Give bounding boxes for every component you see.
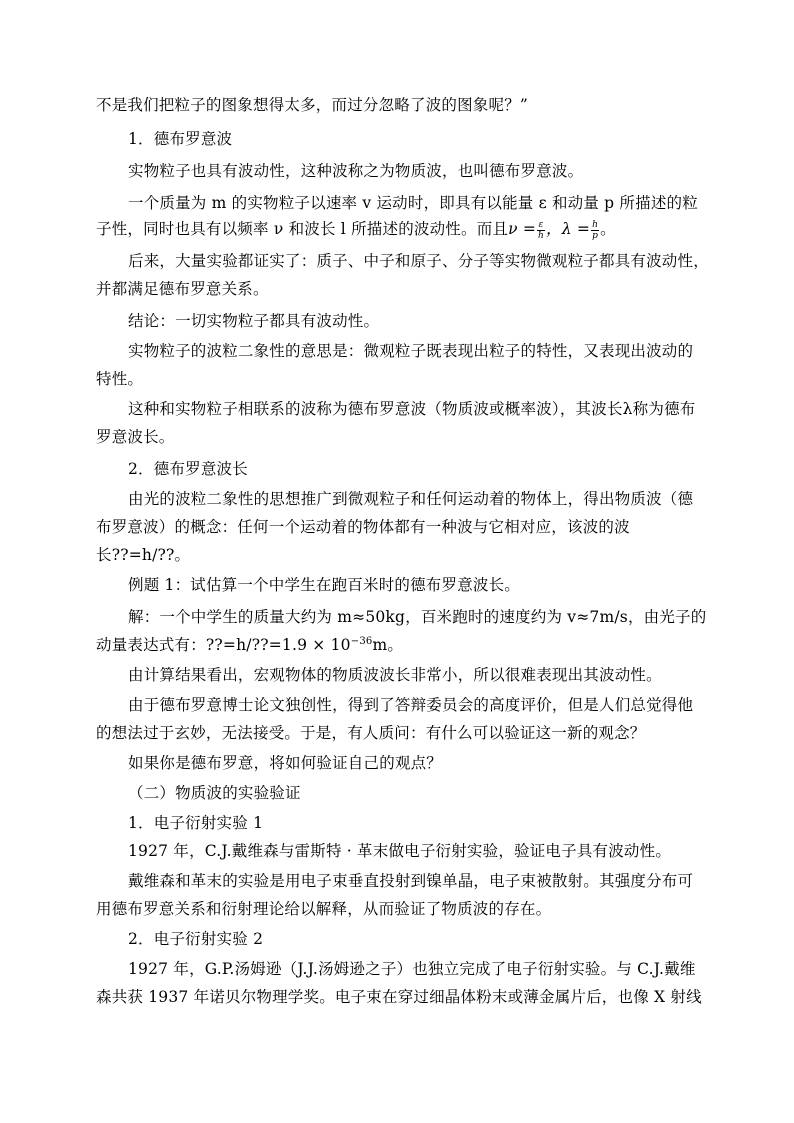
paragraph-line: 长??=h/??。 [96, 546, 191, 564]
fraction-denominator: h [538, 230, 545, 241]
fraction-numerator: ε [538, 219, 544, 230]
paragraph-line: 由光的波粒二象性的思想推广到微观粒子和任何运动着的物体上，得出物质波（德 [128, 490, 694, 508]
formula-nu-label: ν = [508, 220, 537, 238]
paragraph-line: 例题 1：试估算一个中学生在跑百米时的德布罗意波长。 [128, 576, 520, 594]
fraction-epsilon-over-h [537, 220, 545, 241]
paragraph-line: 戴维森和革末的实验是用电子束垂直投射到镍单晶，电子束被散射。其强度分布可 [128, 872, 694, 890]
paragraph-line: 森共获 1937 年诺贝尔物理学奖。电子束在穿过细晶体粉末或薄金属片后，也像 X 射线 [96, 988, 702, 1006]
paragraph-line: 1927 年，G.P.汤姆逊（J.J.汤姆逊之子）也独立完成了电子衍射实验。与 C.J.戴维 [128, 960, 696, 978]
formula-lambda-label: ，λ = [546, 220, 591, 238]
paragraph-line: 解：一个中学生的质量大约为 m≈50kg，百米跑时的速度约为 v≈7m/s，由光子的 [128, 608, 707, 626]
paragraph-line: 用德布罗意关系和衍射理论给以解释，从而验证了物质波的存在。 [96, 900, 552, 918]
paragraph-line: 由计算结果看出，宏观物体的物质波波长非常小，所以很难表现出其波动性。 [128, 666, 662, 684]
paragraph-line: 布罗意波）的概念：任何一个运动着的物体都有一种波与它相对应，该波的波 [96, 518, 630, 536]
text-line: 不是我们把粒子的图象想得太多，而过分忽略了波的图象呢？” [96, 96, 529, 114]
section-heading: 1．德布罗意波 [128, 130, 233, 148]
paragraph-line: 如果你是德布罗意，将如何验证自己的观点？ [128, 754, 443, 772]
section-heading: 2．德布罗意波长 [128, 460, 248, 478]
unit-text: m。 [372, 636, 404, 654]
paragraph-line: 罗意波长。 [96, 428, 175, 446]
paragraph-line: 一个质量为 m 的实物粒子以速率 v 运动时，即具有以能量 ε 和动量 p 所描述的粒 [128, 194, 698, 212]
paragraph-line: 这种和实物粒子相联系的波称为德布罗意波（物质波或概率波），其波长λ称为德布 [128, 400, 696, 418]
formula-end: 。 [600, 220, 616, 238]
fraction-h-over-p [591, 220, 599, 241]
paragraph-line: 1927 年，C.J.戴维森与雷斯特 · 革末做电子衍射实验，验证电子具有波动性。 [128, 842, 672, 860]
fraction-numerator: h [592, 219, 599, 230]
paragraph-text: 子性，同时也具有以频率 ν 和波长 l 所描述的波动性。而且 [96, 220, 509, 238]
paragraph-line: 实物粒子也具有波动性，这种波称之为物质波，也叫德布罗意波。 [128, 162, 584, 180]
formula-line [96, 218, 616, 241]
section-heading: 2．电子衍射实验 2 [128, 930, 264, 948]
paragraph-line: 并都满足德布罗意关系。 [96, 280, 269, 298]
section-heading: 1．电子衍射实验 1 [128, 814, 264, 832]
section-heading: （二）物质波的实验验证 [128, 784, 301, 802]
fraction-denominator: p [592, 230, 599, 241]
paragraph-line: 实物粒子的波粒二象性的意思是：微观粒子既表现出粒子的特性，又表现出波动的 [128, 342, 694, 360]
paragraph-line: 特性。 [96, 370, 144, 388]
paragraph-text: 动量表达式有：??=h/??=1.9 × 10 [96, 636, 351, 654]
paragraph-line: 结论：一切实物粒子都具有波动性。 [128, 312, 380, 330]
formula-line [96, 634, 403, 656]
paragraph-line: 由于德布罗意博士论文独创性，得到了答辩委员会的高度评价，但是人们总觉得他 [128, 696, 694, 714]
paragraph-line: 的想法过于玄妙，无法接受。于是，有人质问：有什么可以验证这一新的观念？ [96, 724, 646, 742]
exponent: −36 [350, 635, 373, 647]
paragraph-line: 后来，大量实验都证实了：质子、中子和原子、分子等实物微观粒子都具有波动性， [128, 252, 709, 270]
